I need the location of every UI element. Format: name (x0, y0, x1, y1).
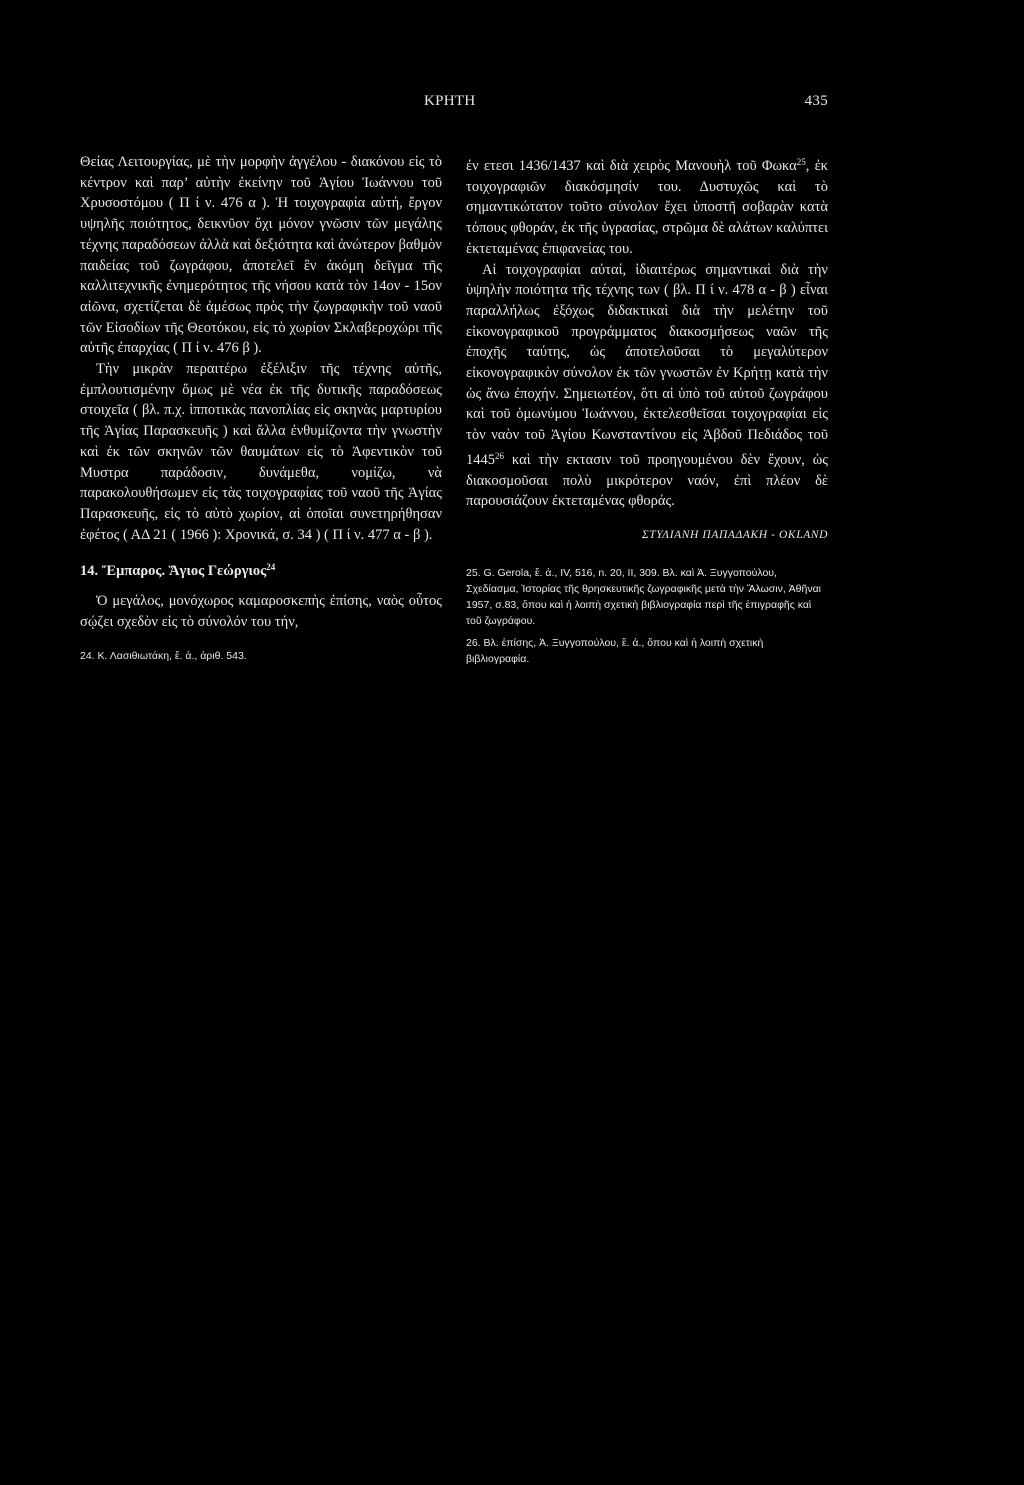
footnote: 25. G. Gerola, ἔ. ἀ., IV, 516, n. 20, II, 309. Βλ. καὶ Ἀ. Ξυγγοπούλου, Σχεδίασμα, Ἱστορίας τῆς θρησκευτικῆς ζωγραφικῆς μετὰ τὴν Ἅλωσιν, Ἀθῆναι 1957, σ.83, ὅπου καὶ ἡ λοιπὴ σχετικὴ βιβλιογραφία περὶ τῆς ἐπιγραφῆς καὶ τοῦ ζωγράφου. (466, 566, 822, 627)
page-header (80, 93, 828, 113)
body-text: , ἐκ τοιχογραφιῶν διακόσμησίν του. Δυστυχῶς καὶ τὸ σημαντικώτατον τοῦτο σύνολον ἔχει ὑποστῆ σοβαρὰν κατὰ τόπους φθοράν, ἐκ τῆς ὑγρασίας, στρῶμα δὲ αλάτων καλύπτει ἐκτεταμένας ἐπιφανείας του. (466, 158, 828, 257)
footnote: 24. Κ. Λασιθιωτάκη, ἔ. ἀ., ἀριθ. 543. (80, 650, 247, 663)
section-heading-text: 14. Ἔμπαρος. Ἅγιος Γεώργιος (80, 563, 267, 580)
body-text: καὶ τὴν εκτασιν τοῦ προηγουμένου δὲν ἔχουν, ὡς διακοσμοῦσαι πολὺ μικρότερον ναόν, ἐπὶ πλέον δὲ παρουσιάζουν ἐκτεταμένας φθοράς. (466, 451, 828, 510)
left-column (80, 152, 442, 664)
body-paragraph: Θείας Λειτουργίας, μὲ τὴν μορφὴν ἀγγέλου - διακόνου εἰς τὸ κέντρον καὶ παρ’ αὐτὴν ἐκείνην τοῦ Ἁγίου Ἰωάννου τοῦ Χρυσοστόμου ( Π ί ν. 476 α ). Ἡ τοιχογραφία αὐτή, ἔργον υψηλῆς ποιότητος, δεικνῦον ὄχι μόνον γνῶσιν τῶν μεγάλης τέχνης παραδόσεων ἀλλὰ καὶ δεξιότητα καὶ ἀνώτερον βαθμὸν παιδείας τοῦ ζωγράφου, ἀποτελεῖ ἓν ἀκόμη δεῖγμα τῆς καλλιτεχνικῆς ἐνημερότητος τῆς νήσου κατὰ τὸν 14ον - 15ον αἰῶνα, σχετίζεται δὲ ἀμέσως πρὸς τὴν ζωγραφικὴν τοῦ ναοῦ τῶν Εἰσοδίων τῆς Θεοτόκου, εἰς τὸ χωρίον Σκλαβεροχώρι τῆς αὐτῆς ἐπαρχίας ( Π ί ν. 476 β ). (80, 154, 442, 357)
body-paragraph (466, 260, 828, 512)
body-paragraph: Τὴν μικρὰν περαιτέρω ἐξέλιξιν τῆς τέχνης αὐτῆς, ἐμπλουτισμένην ὅμως μὲ νέα ἐκ τῆς δυτικῆς παραδόσεως στοιχεῖα ( βλ. π.χ. ἱπποτικὰς πανοπλίας εἰς σκηνὰς μαρτυρίου τῆς Ἁγίας Παρασκευῆς ) καὶ ἄλλα ἐνθυμίζοντα τὴν γνωστὴν καὶ ἐκ τῶν σκηνῶν τῶν θαυμάτων εἰς τὸ Ἀφεντικὸν τοῦ Μυστρα παράδοσιν, δυνάμεθα, νομίζω, νὰ παρακολουθήσωμεν εἰς τὰς τοιχογραφίας τοῦ ναοῦ τῆς Ἁγίας Παρασκευῆς, εἰς τὸ αὐτὸ χωρίον, αἱ ὁποῖαι συνετηρήθησαν ἐφέτος ( ΑΔ 21 ( 1966 ): Χρονικά, σ. 34 ) ( Π ί ν. 477 α - β ). (80, 361, 442, 543)
footnote: 26. Βλ. ἐπίσης, Ἀ. Ξυγγοπούλου, ἔ. ἀ., ὅπου καὶ ἡ λοιπὴ σχετικὴ βιβλιογραφία. (466, 636, 764, 665)
author-signature: ΣΤΥΛΙΑΝΗ ΠΑΠΑΔΑΚΗ - OKLAND (641, 528, 828, 541)
body-text: Αἱ τοιχογραφίαι αὐταί, ἰδιαιτέρως σημαντικαὶ διὰ τὴν ὑψηλὴν ποιότητα τῆς τέχνης των ( βλ. Π ί ν. 478 α - β ) εἶναι παραλλήλως ἐξόχως διδακτικαὶ διὰ τὴν μελέτην τοῦ εἰκονογραφικοῦ προγράμματος διακοσμήσεως ναῶν τῆς ἐποχῆς ταύτης, ὡς ἀποτελοῦσαι τὸ μεγαλύτερον εἰκονογραφικὸν σύνολον ἐκ τῶν γνωστῶν ἐν Κρήτῃ κατὰ τὴν ὡς ἄνω ἐποχήν. Σημειωτέον, ὅτι αἱ ὑπὸ τοῦ αὐτοῦ ζωγράφου καὶ τοῦ ὁμωνύμου Ἰωάννου, ἐκτελεσθεῖσαι τοιχογραφίαι εἰς τὸν ναὸν τοῦ Ἁγίου Κωνσταντίνου εἰς Ἀβδοῦ Πεδιάδος τοῦ 1445 (466, 261, 828, 468)
running-title: ΚΡΗΤΗ (424, 93, 476, 109)
page-number: 435 (804, 93, 828, 109)
footnote-ref: 24 (266, 562, 276, 573)
footnote-ref: 26 (495, 450, 504, 461)
section-heading (80, 557, 442, 582)
body-text: ἐν ετεσι 1436/1437 καὶ διὰ χειρὸς Μανουὴλ τοῦ Φωκα (466, 158, 797, 174)
footnote-ref: 25 (796, 157, 806, 167)
body-paragraph (466, 152, 828, 260)
body-paragraph: Ὁ μεγάλος, μονόχωρος καμαροσκεπὴς ἐπίσης, ναὸς οὗτος σῴζει σχεδὸν εἰς τὸ σύνολόν του τήν, (80, 593, 442, 630)
right-column (466, 152, 828, 667)
